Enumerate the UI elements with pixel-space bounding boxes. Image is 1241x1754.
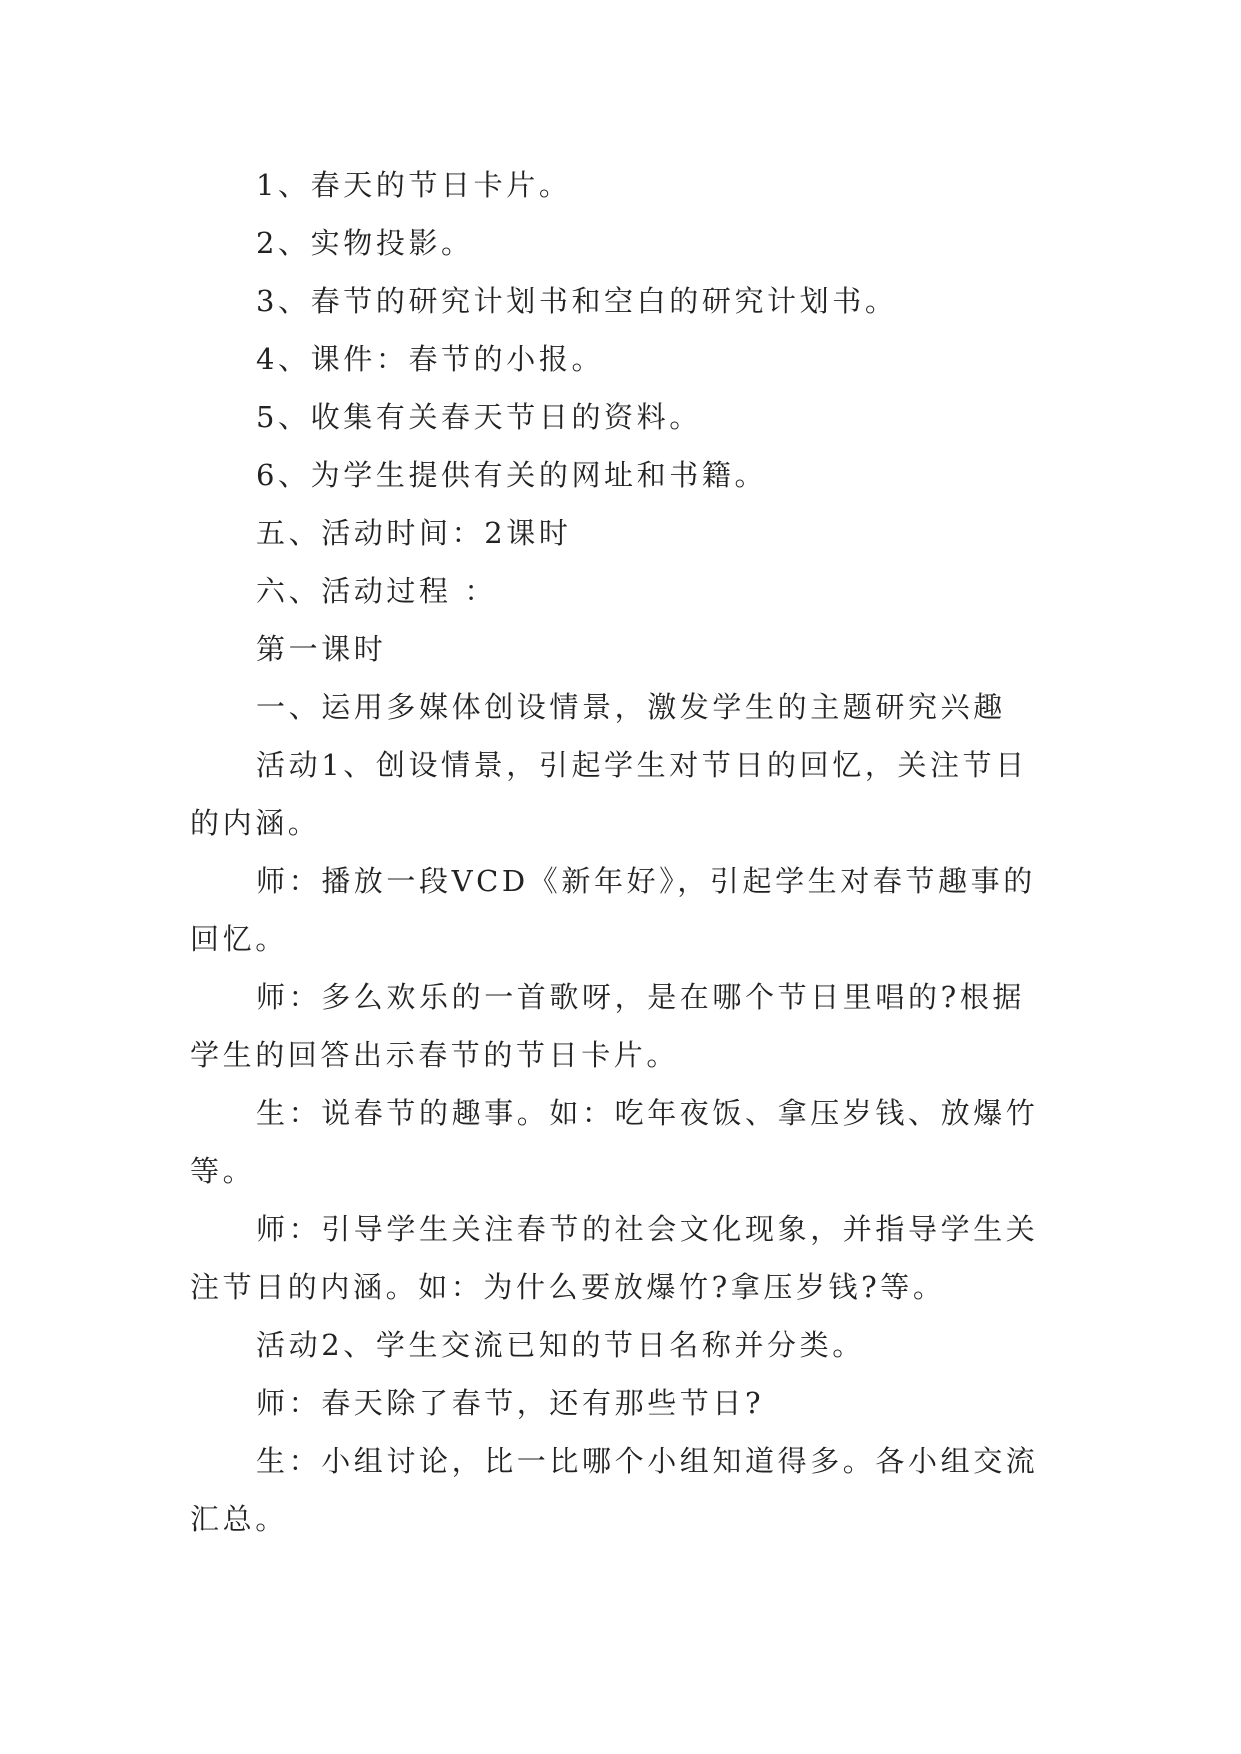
list-item-6: 6、为学生提供有关的网址和书籍。 [256, 458, 768, 492]
teacher-line-1: 师：播放一段VCD《新年好》，引起学生对春节趣事的回忆。 [190, 864, 1036, 956]
list-item-4: 4、课件：春节的小报。 [256, 342, 605, 376]
activity-process: 六、活动过程 ： [256, 574, 498, 608]
lesson-heading: 第一课时 [256, 632, 387, 666]
teacher-line-4: 师：春天除了春节，还有那些节日? [256, 1386, 765, 1420]
section-heading: 一、运用多媒体创设情景，激发学生的主题研究兴趣 [256, 690, 1006, 724]
teacher-line-2: 师：多么欢乐的一首歌呀，是在哪个节日里唱的?根据学生的回答出示春节的节日卡片。 [190, 980, 1025, 1072]
list-item-5: 5、收集有关春天节日的资料。 [256, 400, 702, 434]
list-item-1: 1、春天的节日卡片。 [256, 168, 572, 202]
student-line-1: 生：说春节的趣事。如：吃年夜饭、拿压岁钱、放爆竹等。 [190, 1096, 1039, 1188]
student-line-2: 生：小组讨论，比一比哪个小组知道得多。各小组交流汇总。 [190, 1444, 1039, 1536]
list-item-3: 3、春节的研究计划书和空白的研究计划书。 [256, 284, 898, 318]
activity-2: 活动2、学生交流已知的节日名称并分类。 [256, 1328, 865, 1362]
teacher-line-3: 师：引导学生关注春节的社会文化现象，并指导学生关注节日的内涵。如：为什么要放爆竹?拿压岁钱?等。 [190, 1212, 1039, 1304]
list-item-2: 2、实物投影。 [256, 226, 474, 260]
activity-1: 活动1、创设情景，引起学生对节日的回忆，关注节日的内涵。 [190, 748, 1028, 840]
activity-time: 五、活动时间：2课时 [256, 516, 572, 550]
